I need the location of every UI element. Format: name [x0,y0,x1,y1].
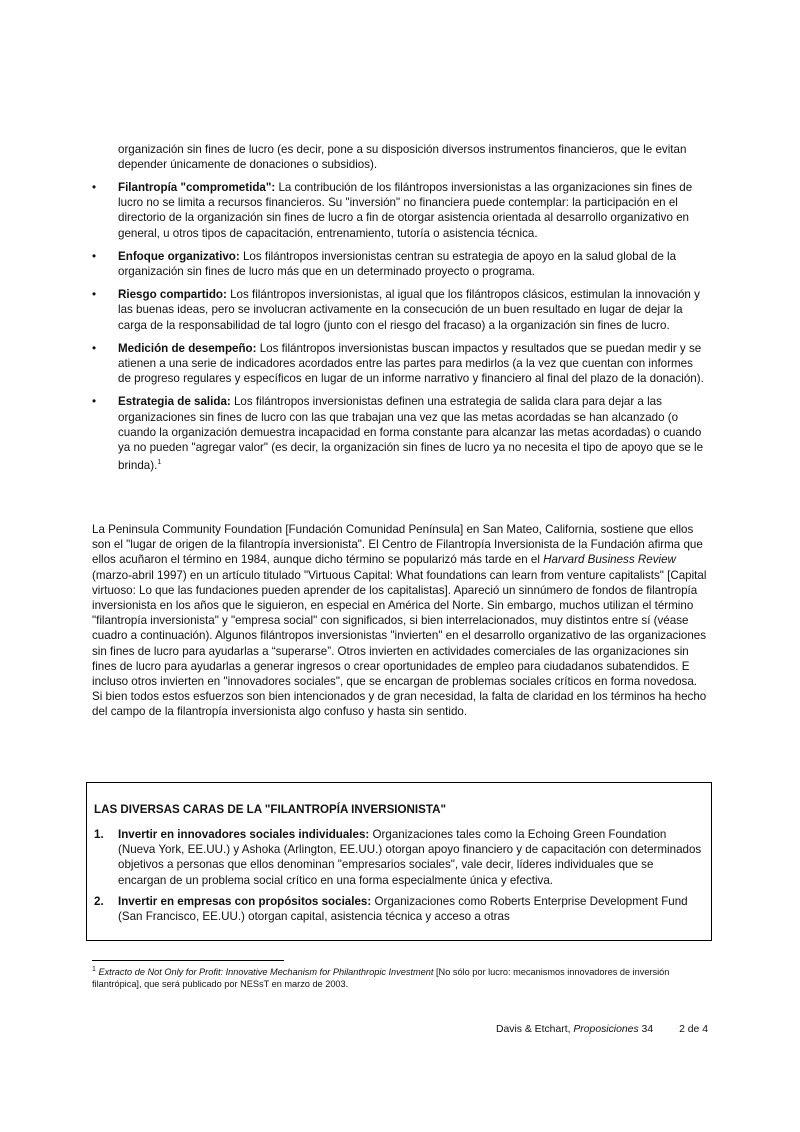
bullet-term: Enfoque organizativo: [118,249,240,263]
bullet-term: Filantropía "comprometida": [118,181,276,194]
list-item [92,180,708,241]
bullet-icon: • [92,181,97,194]
box-list [94,827,704,930]
list-item [92,249,708,279]
list-item [94,894,704,924]
item-term: Invertir en empresas con propósitos sociales: [118,894,372,908]
info-box [86,782,712,940]
footnote-title: Not Only for Profit: Innovative Mechanism for Philanthropic Investment [147,967,434,978]
characteristics-list [92,180,708,481]
footnote-number: 1 [92,966,96,973]
footnote [92,964,712,991]
list-item [92,394,708,473]
item-term: Invertir en innovadores sociales individuales: [118,828,370,841]
page-number: 2 de 4 [679,1024,708,1035]
body-text-part1: La Peninsula Community Foundation [Fundación Comunidad Península] en San Mateo, California, sostiene que ellos son el "lugar de origen de la filantropía inversionista". El Centro de Filantropía Inversionista de la Fundación afirma que ellos acuñaron el término en 1984, aunque dicho término se popularizó más tarde en el [92,523,703,567]
footnote-divider [92,960,284,961]
bullet-icon: • [92,288,97,302]
footer-citation: Davis & Etchart, [495,1024,574,1035]
footnote-ref[interactable]: 1 [157,459,162,467]
bullet-term: Medición de desempeño: [118,341,257,355]
bullet-icon: • [92,341,97,355]
box-title: LAS DIVERSAS CARAS DE LA "FILANTROPÍA INVERSIONISTA" [94,803,446,816]
footer-issue: 34 [638,1024,654,1035]
bullet-icon: • [92,249,97,263]
box-bottom-border [86,940,712,941]
footnote-text: [No sólo por lucro: mecanismos innovadores de inversión filantrópica], que será publicado por NESsT en marzo de 2003. [92,967,670,990]
list-item [94,827,704,888]
footnote-lead: Extracto de [95,967,148,978]
bullet-icon: • [92,395,97,409]
bullet-text: Los filántropos inversionistas buscan impactos y resultados que se puedan medir y se atienen a una serie de indicadores acordados entre las partes para medirlos (a la vez que cuentan con informes de progreso regulares y específicos en lugar de un informe narrativo y financiero al final del plazo de la donación). [118,341,704,386]
item-number: 2. [94,894,104,908]
continuation-paragraph: organización sin fines de lucro (es decir, pone a su disposición diversos instrumentos financieros, que le evitan depender únicamente de donaciones o subsidios). [118,143,687,172]
bullet-text: Los filántropos inversionistas centran su estrategia de apoyo en la salud global de la organización sin fines de lucro más que en un determinado proyecto o programa. [118,249,677,279]
list-item [92,287,708,333]
bullet-term: Estrategia de salida: [118,395,231,409]
list-item [92,341,708,387]
item-text: Organizaciones como Roberts Enterprise Development Fund (San Francisco, EE.UU.) otorgan capital, asistencia técnica y acceso a otras [118,894,688,924]
bullet-term: Riesgo compartido: [118,288,227,302]
bullet-text: Los filántropos inversionistas, al igual que los filántropos clásicos, estimulan la innovación y las buenas ideas, pero se involucran activamente en la consecución de un buen resultado en lugar de dejar la carga de la responsabilidad de tal logro (junto con el riesgo del fracaso) a la organización sin fines de lucro. [118,288,700,332]
bullet-text: La contribución de los filántropos inversionistas a las organizaciones sin fines de lucro no se limita a recursos financieros. Su "inversión" no financiera puede contemplar: la participación en el directorio de la organización sin fines de lucro a fin de otorgar asistencia orientada al desarrollo organizativo en general, u otros tipos de capacitación, entrenamiento, tutoría o asistencia técnica. [118,181,693,240]
footer-journal: Proposiciones [573,1024,639,1035]
journal-title: Harvard Business Review [543,553,676,567]
page-footer [496,1024,708,1035]
item-text: Organizaciones tales como la Echoing Green Foundation (Nueva York, EE.UU.) y Ashoka (Arlington, EE.UU.) otorgan apoyo financiero y de capacitación con determinados objetivos a personas que ellos denominan "empresarios sociales", vale decir, líderes individuales que se encargan de un problema social crítico en una forma especialmente única y efectiva. [118,828,702,887]
body-paragraph [92,522,708,720]
item-number: 1. [94,828,104,841]
bullet-text: Los filántropos inversionistas definen una estrategia de salida clara para dejar a las organizaciones sin fines de lucro con las que trabajan una vez que las metas acordadas se han alcanzado (o cuando la organización demuestra incapacidad en forma constante para alcanzar las metas acordadas) o cuando ya no pueden "agregar valor" (es decir, la organización sin fines de lucro ya no necesita el tipo de apoyo que se le brinda). [118,395,704,473]
body-text-part2: (marzo-abril 1997) en un artículo titulado "Virtuous Capital: What foundations can learn from venture capitalists" [Capital virtuoso: Lo que las fundaciones pueden aprender de los capitalistas]. Apareció un sinnúmero de fondos de filantropía inversionista en los años que le siguieron, en especial en América del Norte. Sin embargo, muchos utilizan el término "filantropía inversionista" y "empresa social" con significados, si bien interrelacionados, muy distintos entre sí (véase cuadro a continuación). Algunos filántropos inversionistas "invierten" en el desarrollo organizativo de las organizaciones sin fines de lucro para ayudarlas a “superarse”. Otros invierten en actividades comerciales de las organizaciones sin fines de lucro para ayudarlas a generar ingresos o crear oportunidades de empleo para ciudadanos subatendidos. E incluso otros invierten en "innovadores sociales", que se encargan de problemas sociales críticos en forma novedosa. Si bien todos estos esfuerzos son bien intencionados y de gran necesidad, la falta de claridad en los términos ha hecho del campo de la filantropía inversionista algo confuso y hasta sin sentido. [92,568,707,719]
